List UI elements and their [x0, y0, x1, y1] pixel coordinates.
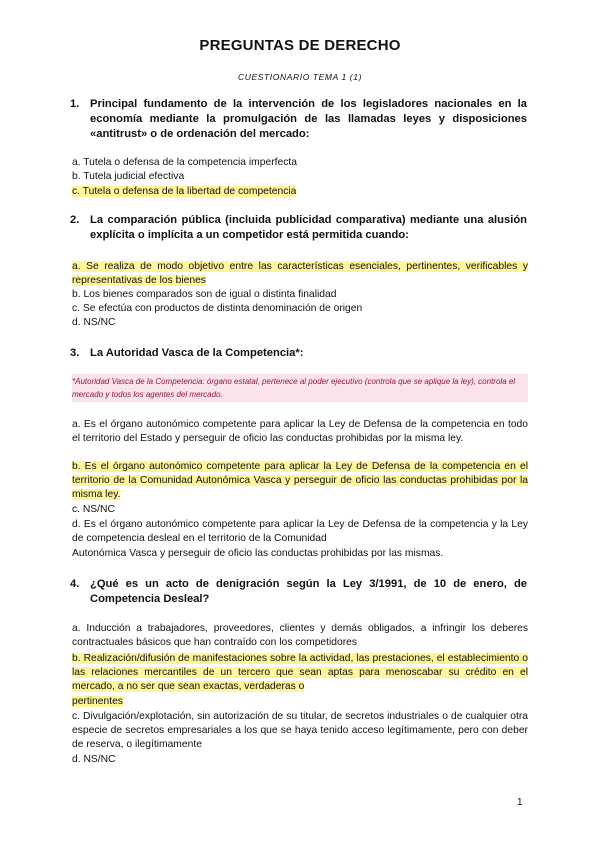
- highlighted-answer: c. Tutela o defensa de la libertad de competencia: [72, 186, 297, 197]
- document-subtitle: CUESTIONARIO TEMA 1 (1): [238, 72, 362, 82]
- question-text: ¿Qué es un acto de denigración según la Ley 3/1991, de 10 de enero, de Competencia Desleal?: [90, 578, 527, 605]
- option-3d-continued: Autonómica Vasca y perseguir de oficio las conductas prohibidas por las mismas.: [72, 548, 444, 559]
- question-number: 4.: [70, 578, 80, 590]
- question-number: 3.: [70, 347, 80, 359]
- document-title: PREGUNTAS DE DERECHO: [199, 37, 401, 54]
- option-3c: c. NS/NC: [72, 504, 115, 515]
- option-4d: d. NS/NC: [72, 754, 116, 765]
- option-4b-continued: [72, 695, 123, 709]
- option-1a: a. Tutela o defensa de la competencia imperfecta: [72, 157, 297, 168]
- question-text: La Autoridad Vasca de la Competencia*:: [90, 347, 304, 359]
- question-text: La comparación pública (incluida publicidad comparativa) mediante una alusión explícita o implícita a un competidor está permitida cuando:: [90, 214, 527, 241]
- option-4a: a. Inducción a trabajadores, proveedores, clientes y demás obligados, a infringir los deberes contractuales básicos que han contraído con los competidores: [72, 623, 528, 648]
- question-4: [70, 577, 527, 607]
- highlighted-answer: pertinentes: [72, 696, 123, 707]
- question-2: [70, 213, 527, 243]
- footnote-box: *Autoridad Vasca de la Competencia: órgano estatal, pertenece al poder ejecutivo (controla que se aplique la ley), controla el mercado y todos los agentes del mercado.: [72, 374, 528, 402]
- question-number: 1.: [70, 98, 80, 110]
- option-2c: c. Se efectúa con productos de distinta denominación de origen: [72, 303, 363, 314]
- highlighted-answer: b. Realización/difusión de manifestaciones sobre la actividad, las prestaciones, el establecimiento o las relaciones mercantiles de un tercero que sean aptas para menoscabar su crédito en el mercado, a no ser que sean exactas, verdaderas o: [72, 653, 528, 692]
- question-text: Principal fundamento de la intervención de los legisladores nacionales en la economía mediante la promulgación de las llamadas leyes y disposiciones «antitrust» o de ordenación del mercado:: [90, 98, 527, 140]
- question-1: [70, 97, 527, 142]
- option-3d: d. Es el órgano autonómico competente para aplicar la Ley de Defensa de la competencia y la Ley de competencia desleal en el territorio de la Comunidad: [72, 519, 528, 544]
- option-1c-correct: [72, 185, 296, 199]
- question-3: [70, 346, 527, 361]
- option-4b-correct: [72, 652, 528, 694]
- option-3a: a. Es el órgano autonómico competente para aplicar la Ley de Defensa de la competencia en todo el territorio del Estado y perseguir de oficio las conductas prohibidas por la misma ley.: [72, 419, 528, 444]
- highlighted-answer: a. Se realiza de modo objetivo entre las características esenciales, pertinentes, verificables y representativas de los bienes: [72, 261, 528, 286]
- option-2a-correct: [72, 260, 528, 288]
- page-number: 1: [517, 797, 523, 808]
- highlighted-answer: b. Es el órgano autonómico competente para aplicar la Ley de Defensa de la competencia en el territorio de la Comunidad Autonómica Vasca y perseguir de oficio las conductas prohibidas por la misma ley.: [72, 461, 528, 500]
- option-4c: c. Divulgación/explotación, sin autorización de su titular, de secretos industriales o de cualquier otra especie de secretos empresariales a los que se haya tenido acceso legítimamente, pero con deber de reserva, o ilegítimamente: [72, 711, 528, 750]
- option-2d: d. NS/NC: [72, 317, 116, 328]
- question-number: 2.: [70, 214, 80, 226]
- option-2b: b. Los bienes comparados son de igual o distinta finalidad: [72, 289, 337, 300]
- option-3b-correct: [72, 460, 528, 502]
- option-1b: b. Tutela judicial efectiva: [72, 171, 185, 182]
